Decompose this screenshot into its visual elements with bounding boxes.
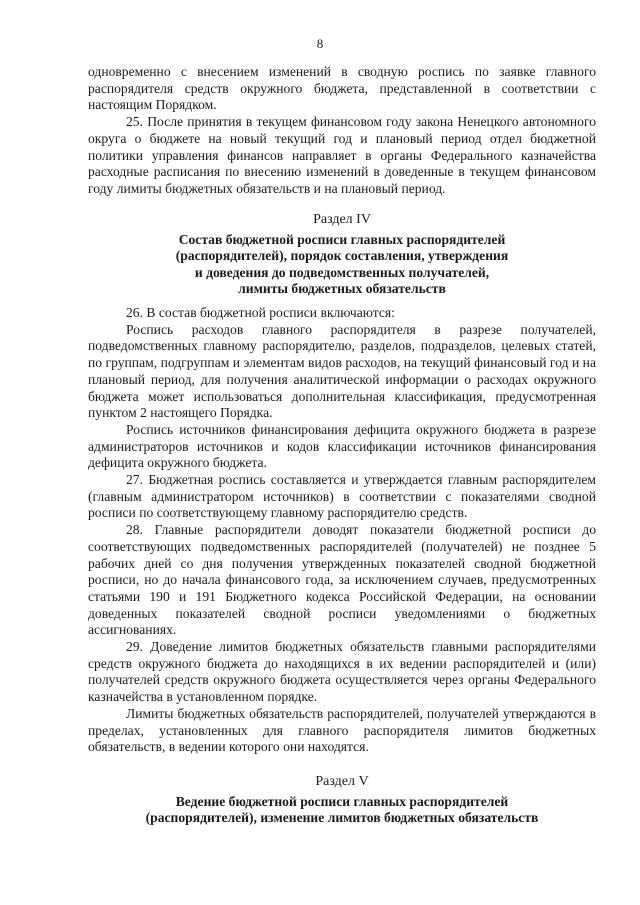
section-4-heading-line: Состав бюджетной росписи главных распорядителей	[178, 232, 506, 247]
section-4-heading-line: лимиты бюджетных обязательств	[238, 281, 446, 297]
section-4-heading-line: и доведения до подведомственных получателей,	[194, 264, 490, 280]
section-4-heading-line: (распорядителей), порядок составления, утверждения	[175, 248, 509, 264]
paragraph-29: 29. Доведение лимитов бюджетных обязательств главными распорядителями средств окружного бюджета до находящихся в их ведении распорядителей и (или) получателей средств окружного бюджета осуществляется через органы Федерального казначейства в установленном порядке.	[88, 639, 596, 705]
paragraph-block-1	[88, 64, 596, 198]
paragraph-27: 27. Бюджетная роспись составляется и утверждается главным распорядителем (главным администратором источников) в соответствии с показателями сводной росписи по соответствующему главному распорядителю средств.	[88, 472, 596, 521]
paragraph-25: 25. После принятия в текущем финансовом году закона Ненецкого автономного округа о бюджете на новый текущий год и плановый период отдел бюджетной политики управления финансов направляет в органы Федерального казначейства расходные расписания по внесению изменений в доведенные в текущем финансовом году лимиты бюджетных обязательств и на плановый период.	[88, 114, 596, 196]
paragraph-expense-schedule: Роспись расходов главного распорядителя в разрезе получателей, подведомственных главному распорядителю, разделов, подразделов, целевых статей, по группам, подгруппам и элементам видов расходов, на текущий финансовый год и на плановый период, для получения аналитической информации о расходах окружного бюджета может использоваться дополнительная классификация, предусмотренная пунктом 2 настоящего Порядка.	[88, 321, 596, 421]
page-number: 8	[316, 36, 324, 51]
paragraph-28: 28. Главные распорядители доводят показатели бюджетной росписи до соответствующих подведомственных распорядителей (получателей) не позднее 5 рабочих дней со дня получения утвержденных показателей сводной бюджетной росписи, но до начала финансового года, за исключением случаев, предусмотренных статьями 190 и 191 Бюджетного кодекса Российской Федерации, на основании доведенных показателей сводной росписи уведомлениями о бюджетных ассигнованиях.	[88, 522, 596, 638]
section-5-heading-line: Ведение бюджетной росписи главных распорядителей	[175, 794, 509, 809]
paragraph-continuation: одновременно с внесением изменений в сводную роспись по заявке главного распорядителя средств окружного бюджета, представленной в соответствии с настоящим Порядком.	[88, 64, 596, 113]
section-4-title: Раздел IV	[313, 212, 371, 227]
section-4-heading	[88, 232, 596, 298]
section-5-title: Раздел V	[315, 774, 369, 789]
paragraph-sources-schedule: Роспись источников финансирования дефицита окружного бюджета в разрезе администраторов источников и кодов классификации источников финансирования дефицита окружного бюджета.	[88, 421, 596, 471]
paragraph-limits: Лимиты бюджетных обязательств распорядителей, получателей утверждаются в пределах, установленных для главного распорядителя лимитов бюджетных обязательств, в ведении которого они находятся.	[88, 705, 596, 755]
section-5-heading	[88, 794, 596, 827]
paragraph-block-2	[88, 305, 596, 756]
section-5-heading-line: (распорядителей), изменение лимитов бюджетных обязательств	[145, 810, 539, 826]
paragraph-26: 26. В состав бюджетной росписи включаются:	[126, 305, 395, 320]
